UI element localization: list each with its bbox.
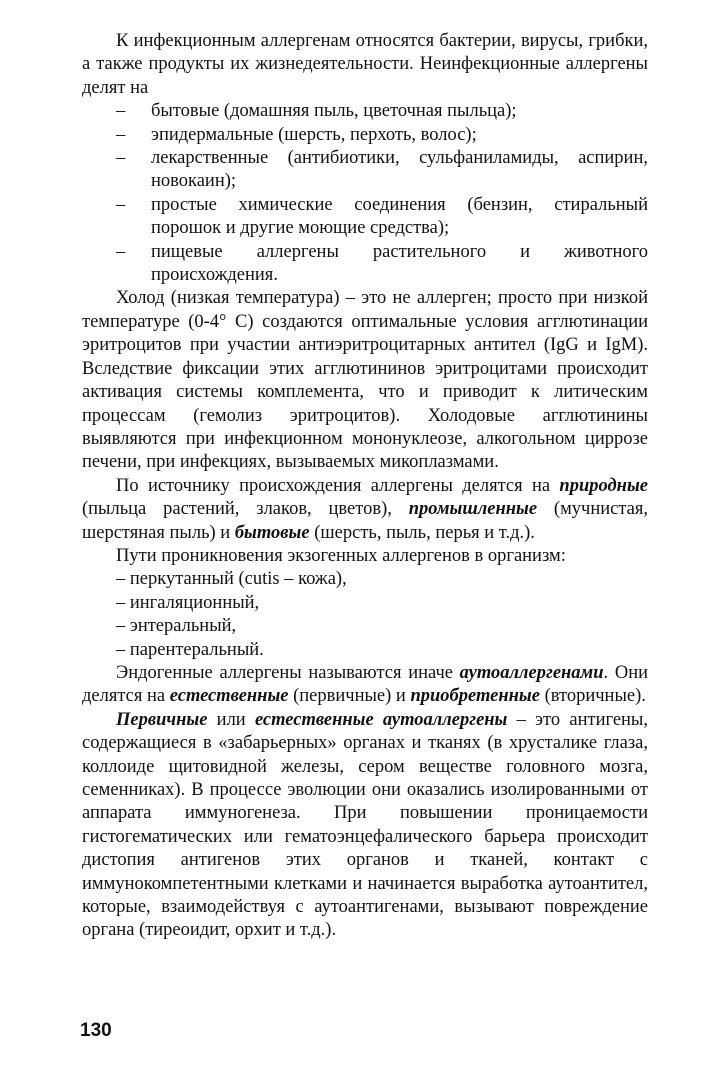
list-item	[82, 100, 648, 123]
text-run: (первичные) и	[288, 686, 411, 707]
intro-paragraph: К инфекционным аллергенам относятся бактерии, вирусы, грибки, а также продукты их жизнедеятельности. Неинфекционные аллергены делят на	[82, 31, 648, 98]
cold-paragraph: Холод (низкая температура) – это не аллерген; просто при низкой температуре (0-4° С) создаются оптимальные условия агглютинации эритроцитов при участии антиэритроцитарных антител (IgG и IgM). Вследствие фиксации этих агглютининов эритроцитами происходит активация системы комплемента, что и приводит к литическим процессам (гемолиз эритроцитов). Холодовые агглютинины выявляются при инфекционном мононуклеозе, алкогольном циррозе печени, при инфекциях, вызываемых микоплазмами.	[82, 288, 648, 473]
term-natural: природные	[559, 475, 648, 496]
list-item-text: бытовые (домашняя пыль, цветочная пыльца);	[151, 101, 517, 122]
term-natural: естественные	[169, 686, 289, 707]
list-item	[82, 124, 648, 147]
text-run: – это антигены, содержащиеся в «забарьерных» органах и тканях (в хрусталике глаза, коллоиде щитовидной железы, сером веществе головного мозга, семенниках). В процессе эволюции они оказались изолированными от аппарата иммуногенеза. При повышении проницаемости гистогематических или гематоэнцефалического барьера происходит дистопия антигенов этих органов и тканей, контакт с иммунокомпетентными клетками и начинается выработка аутоантител, которые, взаимодействуя с аутоантигенами, вызывают повреждение органа (тиреоидит, орхит и т.д.).	[82, 709, 648, 941]
text-run: (мучнистая, шерстяная пыль) и	[82, 499, 649, 543]
text-run: Эндогенные аллергены называются иначе	[116, 662, 460, 683]
list-dash: –	[116, 148, 126, 169]
text-run: или	[207, 709, 255, 730]
term-natural-autoallergens: естественные аутоаллергены	[254, 709, 508, 730]
list-dash: –	[116, 194, 126, 215]
routes-list	[82, 568, 648, 662]
list-dash: –	[116, 124, 126, 145]
list-dash: –	[116, 241, 126, 262]
text-run: . Они делятся на	[82, 662, 648, 707]
text-run: (шерсть, пыль, перья и т.д.).	[309, 522, 535, 543]
list-dash: –	[116, 101, 126, 122]
list-item: – перкутанный (cutis – кожа),	[116, 569, 347, 590]
page-body	[82, 30, 648, 943]
list-item	[82, 147, 648, 194]
text-run: По источнику происхождения аллергены делятся на	[116, 475, 560, 496]
list-item-text: лекарственные (антибиотики, сульфаниламиды, аспирин, новокаин);	[151, 148, 648, 192]
list-item: – энтеральный,	[116, 616, 237, 637]
term-household: бытовые	[234, 522, 310, 543]
list-item-text: пищевые аллергены растительного и животного происхождения.	[151, 241, 648, 286]
term-autoallergens: аутоаллергенами	[459, 662, 604, 683]
list-item: – ингаляционный,	[116, 592, 260, 613]
list-item	[82, 241, 648, 288]
text-run: (вторичные).	[539, 686, 646, 707]
list-item: – парентеральный.	[116, 639, 264, 660]
source-paragraph	[82, 475, 648, 545]
text-run: (пыльца растений, злаков, цветов),	[82, 499, 409, 520]
routes-heading: Пути проникновения экзогенных аллергенов в организм:	[116, 545, 566, 566]
primary-paragraph	[82, 709, 648, 943]
list-item-text: эпидермальные (шерсть, перхоть, волос);	[151, 124, 477, 145]
term-primary: Первичные	[116, 709, 208, 730]
term-industrial: промышленные	[408, 499, 538, 520]
endogenous-paragraph	[82, 662, 648, 709]
page-number: 130	[80, 1020, 112, 1041]
list-item-text: простые химические соединения (бензин, стиральный порошок и другие моющие средства);	[151, 194, 648, 239]
term-acquired: приобретенные	[410, 686, 540, 707]
list-item	[82, 194, 648, 241]
noninfectious-allergens-list	[82, 100, 648, 287]
